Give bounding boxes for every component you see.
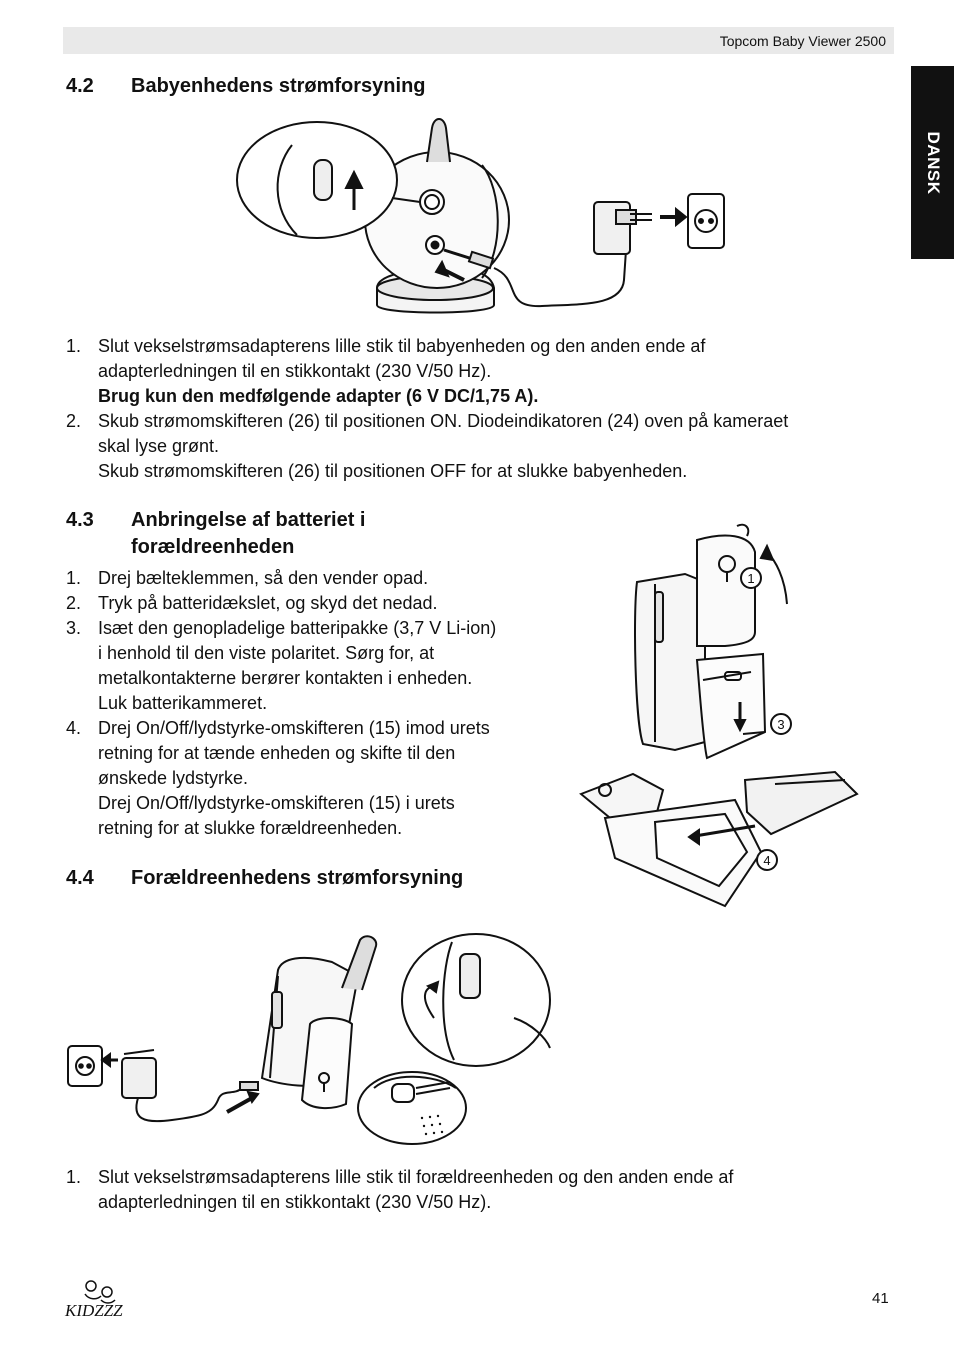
callout-4: 4 xyxy=(763,853,771,868)
page-header-bar xyxy=(63,27,894,54)
item-line: retning for at slukke forældreenheden. xyxy=(98,818,403,838)
item-number: 3. xyxy=(66,618,82,638)
item-line: metalkontakterne berører kontakten i enheden. xyxy=(98,668,473,688)
item-line: Slut vekselstrømsadapterens lille stik til forældreenheden og den anden ende af xyxy=(98,1167,734,1187)
item-line: Drej On/Off/lydstyrke-omskifteren (15) i urets xyxy=(98,793,455,813)
item-number: 1. xyxy=(66,1167,82,1187)
item-line: retning for at tænde enheden og skifte til den xyxy=(98,743,456,763)
section-title: Babyenhedens strømforsyning xyxy=(131,75,426,97)
logo-text: KIDZZZ xyxy=(65,1301,123,1320)
item-line: Skub strømomskifteren (26) til positionen OFF for at slukke babyenheden. xyxy=(98,461,688,481)
item-number: 1. xyxy=(66,336,82,356)
item-line: Luk batterikammeret. xyxy=(98,693,268,713)
kidzzz-logo xyxy=(63,1278,141,1322)
language-tab-label: DANSK xyxy=(923,131,943,194)
item-number: 2. xyxy=(66,411,82,431)
section-title-line: forældreenheden xyxy=(131,536,295,558)
baby-unit-power-illustration xyxy=(232,110,732,325)
language-tab xyxy=(911,66,954,259)
item-line: adapterledningen til en stikkontakt (230 V/50 Hz). xyxy=(98,1192,492,1212)
parent-unit-power-illustration xyxy=(62,928,562,1150)
section-number: 4.2 xyxy=(66,75,94,97)
item-line: Isæt den genopladelige batteripakke (3,7 V Li-ion) xyxy=(98,618,497,638)
page-number: 41 xyxy=(872,1290,889,1307)
section-title xyxy=(131,507,366,561)
section-title: Forældreenhedens strømforsyning xyxy=(131,867,464,889)
item-line: i henhold til den viste polaritet. Sørg for, at xyxy=(98,643,435,663)
item-line: ønskede lydstyrke. xyxy=(98,768,249,788)
section-title-line: Anbringelse af batteriet i xyxy=(131,509,366,531)
item-line: Slut vekselstrømsadapterens lille stik til babyenheden og den anden ende af xyxy=(98,336,706,356)
item-line: Drej On/Off/lydstyrke-omskifteren (15) imod urets xyxy=(98,718,490,738)
section-number: 4.4 xyxy=(66,867,94,889)
header-title: Topcom Baby Viewer 2500 xyxy=(719,33,886,49)
section-number: 4.3 xyxy=(66,509,94,531)
item-number: 4. xyxy=(66,718,82,738)
item-line: Skub strømomskifteren (26) til positionen ON. Diodeindikatoren (24) oven på kameraet xyxy=(98,411,789,431)
item-bold-line: Brug kun den medfølgende adapter (6 V DC/1,75 A). xyxy=(98,386,539,406)
item-number: 1. xyxy=(66,568,82,588)
parent-unit-battery-illustration xyxy=(575,522,865,917)
callout-1: 1 xyxy=(747,571,755,586)
item-line: Drej bælteklemmen, så den vender opad. xyxy=(98,568,429,588)
item-line: skal lyse grønt. xyxy=(98,436,220,456)
item-number: 2. xyxy=(66,593,82,613)
item-line: Tryk på batteridækslet, og skyd det nedad. xyxy=(98,593,438,613)
item-line: adapterledningen til en stikkontakt (230 V/50 Hz). xyxy=(98,361,492,381)
callout-3: 3 xyxy=(777,717,785,732)
